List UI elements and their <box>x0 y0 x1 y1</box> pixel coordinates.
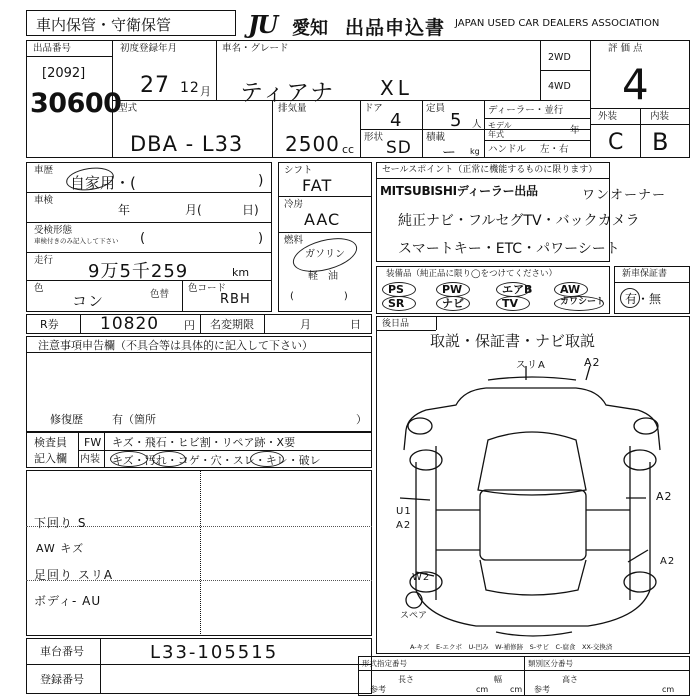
divider <box>200 314 201 334</box>
model-year-label: モデル 年式 <box>488 121 512 139</box>
name-change-day: 日 <box>350 318 361 331</box>
sales-one-owner: ワンオーナー <box>582 188 667 203</box>
length-unit: cm <box>476 685 489 694</box>
capacity-unit: 人 <box>472 119 482 130</box>
wheel-fr <box>624 450 656 470</box>
width-unit: cm <box>510 685 523 694</box>
coupon-label: R券 <box>40 318 59 331</box>
divider <box>272 100 273 158</box>
divider <box>80 314 81 334</box>
load-unit: kg <box>470 147 480 156</box>
load-value: ー <box>442 145 457 161</box>
equipment-item: ナビ <box>442 297 464 310</box>
equipment-label: 装備品（純正品に限り◯をつけてください） <box>386 269 558 279</box>
model-name-label: 車名・グレード <box>222 43 289 54</box>
damage-legend: A-キズ E-エクボ U-凹み W-補修跡 S-サビ C-腐食 XX-交換済 <box>410 643 613 651</box>
divider <box>640 108 641 158</box>
model-name: ティアナ <box>240 80 335 106</box>
handle-label: ハンドル <box>488 144 527 155</box>
note-line-1: 下回り S <box>34 516 87 530</box>
divider <box>216 40 217 100</box>
divider <box>104 432 105 468</box>
grid-line <box>200 470 201 636</box>
name-change-month: 月 <box>300 318 311 331</box>
warranty-circle <box>620 288 640 308</box>
lot-number: 30600 <box>30 88 122 119</box>
divider <box>376 330 436 331</box>
divider <box>540 70 590 71</box>
mark-left-w2: W2 <box>412 572 431 583</box>
height-label: 高さ <box>562 675 578 684</box>
sales-line-3: スマートキー・ETC・パワーシート <box>398 241 620 257</box>
divider <box>484 118 590 119</box>
ju-logo <box>248 10 292 39</box>
spec-no-label: 形式指定番号 <box>362 659 407 668</box>
chassis-value: L33-105515 <box>150 642 279 663</box>
exterior-label: 外装 <box>598 111 618 122</box>
equipment-circle <box>382 296 416 311</box>
equipment-circle <box>554 282 588 297</box>
repair-value: 有（箇所 <box>112 413 156 426</box>
shape-label: 形状 <box>364 132 384 143</box>
equipment-circle <box>382 282 416 297</box>
plate-label: 登録番号 <box>40 673 84 686</box>
vehicle-diagram <box>376 350 690 650</box>
history-close: ) <box>258 173 264 189</box>
displacement-value: 2500 <box>285 132 340 156</box>
score-label: 評価点 <box>608 43 646 54</box>
warranty-value: 有・無 <box>625 292 662 306</box>
divider <box>614 282 690 283</box>
equipment-item: PW <box>442 283 463 296</box>
mileage-unit: km <box>232 266 250 279</box>
mark-left-a2: A2 <box>396 520 412 531</box>
sales-dealer-badge: MITSUBISHIディーラー出品 <box>380 184 538 198</box>
org-name: 愛知 <box>292 18 328 39</box>
color-swap-label: 色替 <box>150 289 170 300</box>
divider <box>100 638 101 694</box>
wheel-rr <box>624 572 656 592</box>
form-title: 出品申込書 <box>345 17 446 39</box>
divider <box>264 314 265 334</box>
note-line-4: ボディ- AU <box>34 594 102 608</box>
storage-tag: 車内保管・守衛保管 <box>36 16 172 34</box>
coupon-value: 10820 <box>100 314 160 334</box>
drive-2wd: 2WD <box>548 52 571 63</box>
equipment-item: エアB <box>502 283 533 296</box>
divider <box>590 40 591 158</box>
divider <box>26 56 112 57</box>
notes-label: 注意事項申告欄（不具合等は具体的に記入して下さい） <box>38 339 313 352</box>
registration-label: 初度登録年月 <box>120 43 178 54</box>
ref-label-1: 参考 <box>370 685 386 694</box>
mark-top-a: スリA <box>516 360 546 371</box>
capacity-label: 定員 <box>426 103 446 114</box>
spare-label: スペア <box>400 611 428 621</box>
length-label: 長さ <box>398 675 414 684</box>
fuel-gasoline: ガソリン <box>305 249 345 260</box>
mileage-value: 9万5千259 <box>88 261 189 282</box>
repair-label: 修復歴 <box>50 413 83 426</box>
divider <box>436 316 437 330</box>
inspection-label: 車検 <box>34 195 54 206</box>
shift-label: シフト <box>284 165 313 176</box>
dealer-label: ディーラー・並行 <box>488 105 564 116</box>
equipment-circle <box>554 296 604 311</box>
doors-label: ドア <box>364 103 383 114</box>
width-label: 幅 <box>494 675 502 684</box>
color-code: RBH <box>220 292 251 307</box>
mileage-label: 走行 <box>34 255 54 266</box>
windshield <box>478 432 586 495</box>
spare-tire <box>406 592 422 608</box>
color-value: コン <box>72 292 105 310</box>
certificate-open: ( <box>140 231 146 246</box>
fuel-light-oil: 軽 油 <box>308 271 338 282</box>
equipment-circle <box>496 296 530 311</box>
divider <box>484 140 590 141</box>
inspection-year: 年 <box>118 203 131 217</box>
coupon-frame <box>26 314 372 334</box>
org-english: JAPAN USED CAR DEALERS ASSOCIATION <box>455 18 660 29</box>
mark-left-u1: U1 <box>396 506 412 517</box>
note-line-2: AW キズ <box>36 542 85 555</box>
type-label: 型式 <box>118 103 138 114</box>
certificate-note: 車検付きのみ記入して下さい <box>34 237 119 245</box>
inspector-row-2: キズ・汚れ・コゲ・穴・スレ・キレ・破レ <box>112 454 321 467</box>
wheel-fl <box>410 450 442 470</box>
height-unit: cm <box>662 685 675 694</box>
inspector-circle-1 <box>110 451 148 467</box>
equipment-item: PS <box>388 283 404 296</box>
load-label: 積載 <box>426 132 446 143</box>
divider <box>26 664 372 665</box>
interior-label: 内装 <box>650 111 670 122</box>
color-label: 色 <box>34 283 44 294</box>
divider <box>26 192 272 193</box>
divider <box>590 124 690 125</box>
inspector-row-1: キズ・飛石・ヒビ割・リペア跡・X要 <box>112 436 296 449</box>
divider <box>26 252 272 253</box>
sales-points-label: セールスポイント（正常に機能するものに限ります） <box>382 165 598 175</box>
equipment-item: AW <box>560 283 581 296</box>
lot-small-number: [2092] <box>42 66 86 81</box>
inspector-circle-3 <box>250 451 284 467</box>
equipment-item: SR <box>388 297 405 310</box>
interior-score: B <box>652 128 670 156</box>
grade: XL <box>380 76 413 100</box>
equipment-item: TV <box>502 297 519 310</box>
divider <box>278 196 372 197</box>
equipment-circle <box>436 282 470 297</box>
registration-month: 12 <box>180 80 200 96</box>
shape-value: SD <box>386 138 412 158</box>
divider <box>376 178 610 179</box>
exterior-score: C <box>608 130 625 155</box>
fuel-other: ( ) <box>290 291 348 302</box>
divider <box>26 222 272 223</box>
inspector-circle-2 <box>152 451 186 467</box>
mirror-right <box>634 418 658 434</box>
shift-value: FAT <box>302 176 333 195</box>
history-label: 車歴 <box>34 165 54 176</box>
front-outline <box>486 388 660 450</box>
chassis-label: 車台番号 <box>40 645 84 658</box>
mark-right-a2x: A2 <box>660 556 676 567</box>
attachments-label: 後日品 <box>382 319 410 329</box>
inspector-label-2: 記入欄 <box>34 452 67 465</box>
sales-line-2: 純正ナビ・フルセグTV・バックカメラ <box>398 213 640 229</box>
doors-value: 4 <box>390 110 403 131</box>
color-code-label: 色コード <box>188 283 227 294</box>
drive-4wd: 4WD <box>548 81 571 92</box>
inspector-label: 検査員 <box>34 436 67 449</box>
lot-label: 出品番号 <box>33 43 72 54</box>
type-value: DBA - L33 <box>130 132 244 156</box>
fuel-label: 燃料 <box>284 235 304 246</box>
divider <box>278 232 372 233</box>
divider <box>358 670 690 671</box>
equipment-circle <box>436 296 470 311</box>
ref-label-2: 参考 <box>534 685 550 694</box>
equipment-item: カワシート <box>560 297 606 307</box>
inspection-day: 日) <box>242 203 259 217</box>
ju-logo-mark: JU <box>248 10 277 39</box>
name-change-label: 名変期限 <box>210 318 254 331</box>
equipment-circle <box>496 282 533 297</box>
repair-close: ） <box>356 413 367 426</box>
note-line-3: 足回り スリA <box>34 568 114 582</box>
displacement-label: 排気量 <box>278 103 307 114</box>
inspection-month: 月( <box>185 203 202 217</box>
divider <box>524 656 525 696</box>
mark-top-a2: A2 <box>584 356 601 369</box>
mirror-left <box>408 418 432 434</box>
attachments-value: 取説・保証書・ナビ取説 <box>430 332 596 350</box>
inspector-row-2-head: 内装 <box>80 454 100 465</box>
history-value: 自家用・( <box>70 174 136 192</box>
rear-window <box>480 560 586 595</box>
handle-options: 左・右 <box>540 144 569 155</box>
certificate-close: ) <box>258 231 264 246</box>
capacity-value: 5 <box>450 110 463 131</box>
class-no-label: 類別区分番号 <box>528 659 573 668</box>
registration-year: 27 <box>140 73 170 98</box>
registration-month-unit: 月 <box>200 85 211 98</box>
ac-label: 冷房 <box>284 199 304 210</box>
divider <box>26 352 372 353</box>
displacement-unit: cc <box>342 143 355 156</box>
roof <box>480 490 586 560</box>
warranty-label: 新車保証書 <box>622 269 668 279</box>
divider <box>112 100 590 101</box>
certificate-label: 受検形態 <box>34 225 73 236</box>
model-year-unit: 年 <box>570 125 580 136</box>
coupon-unit: 円 <box>184 319 195 332</box>
mark-right-a2: A2 <box>656 490 673 503</box>
inspector-row-1-head: FW <box>84 436 102 449</box>
score-value: 4 <box>622 60 650 109</box>
divider <box>182 280 183 312</box>
ac-value: AAC <box>304 210 341 229</box>
